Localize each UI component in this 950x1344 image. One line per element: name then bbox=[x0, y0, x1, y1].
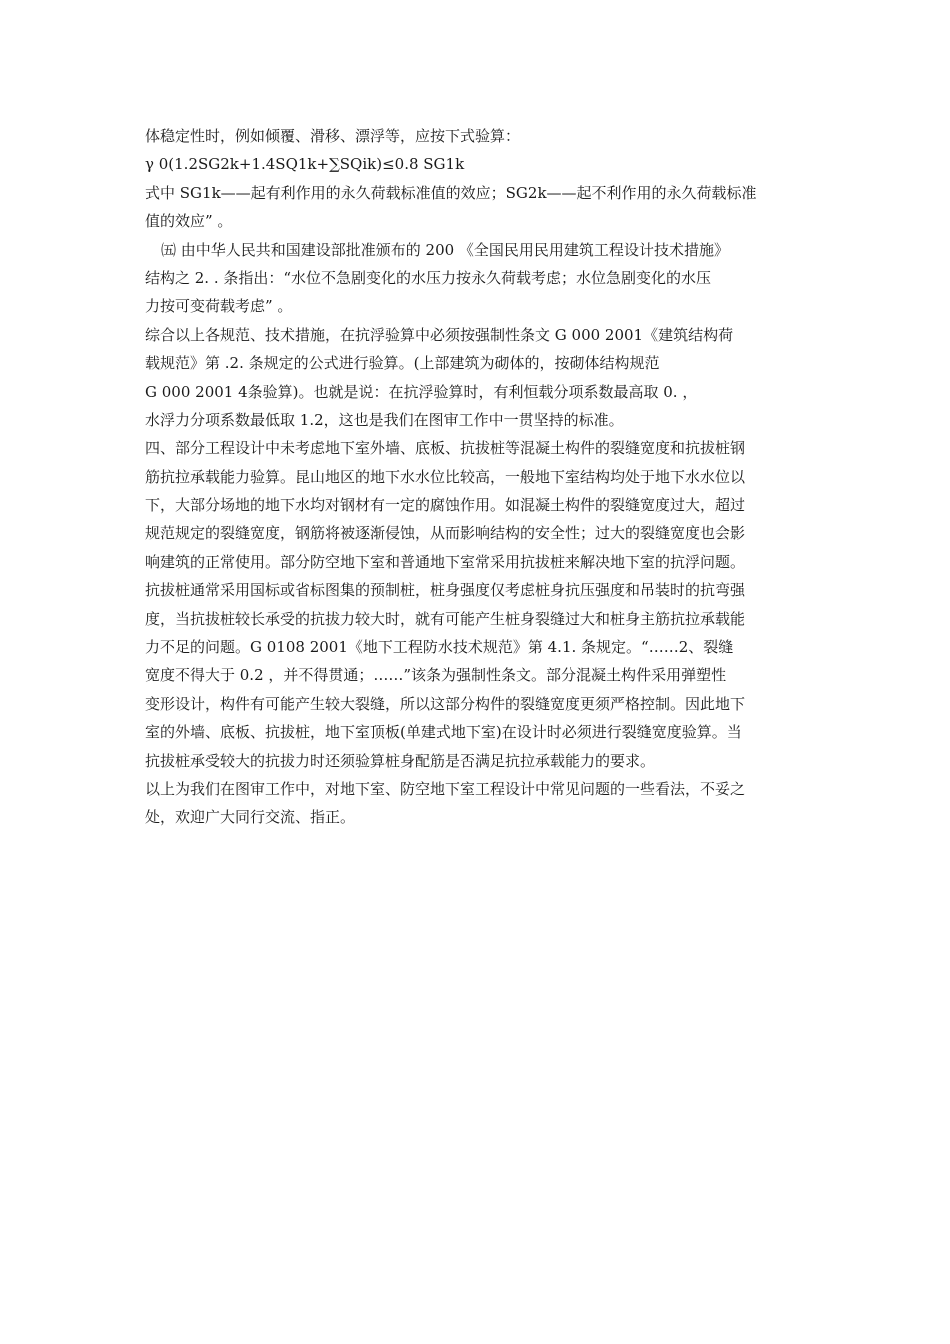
text-line: 载规范》第 .2. 条规定的公式进行验算。(上部建筑为砌体的，按砌体结构规范 bbox=[145, 354, 660, 373]
text-line: 式中 SG1k——起有利作用的永久荷载标准值的效应；SG2k——起不利作用的永久荷载标准 bbox=[145, 183, 757, 202]
text-line: G 000 2001 4条验算)。也就是说：在抗浮验算时，有利恒载分项系数最高取 0. ， bbox=[145, 382, 698, 401]
text-line: ㈤ 由中华人民共和国建设部批准颁布的 200 《全国民用民用建筑工程设计技术措施》 bbox=[161, 240, 729, 259]
text-line: γ 0(1.2SG2k+1.4SQ1k+∑SQik)≤0.8 SG1k bbox=[145, 155, 465, 174]
text-line: 室的外墙、底板、抗拔桩，地下室顶板(单建式地下室)在设计时必须进行裂缝宽度验算。当 bbox=[145, 723, 742, 742]
text-line: 力不足的问题。G 0108 2001《地下工程防水技术规范》第 4.1. 条规定。“……2、裂缝 bbox=[145, 638, 734, 657]
document-body bbox=[145, 122, 813, 832]
text-line: 值的效应” 。 bbox=[145, 212, 233, 231]
text-line: 筋抗拉承载能力验算。昆山地区的地下水水位比较高，一般地下室结构均处于地下水水位以 bbox=[145, 467, 746, 486]
text-line: 下，大部分场地的地下水均对钢材有一定的腐蚀作用。如混凝土构件的裂缝宽度过大，超过 bbox=[145, 496, 746, 515]
text-line: 抗拔桩承受较大的抗拔力时还须验算桩身配筋是否满足抗拉承载能力的要求。 bbox=[145, 751, 656, 770]
text-line: 力按可变荷载考虑” 。 bbox=[145, 297, 293, 316]
text-line: 体稳定性时，例如倾覆、滑移、漂浮等，应按下式验算： bbox=[145, 127, 521, 145]
text-line: 综合以上各规范、技术措施，在抗浮验算中必须按强制性条文 G 000 2001《建筑结构荷 bbox=[145, 325, 734, 344]
text-line: 度，当抗拔桩较长承受的抗拔力较大时，就有可能产生桩身裂缝过大和桩身主筋抗拉承载能 bbox=[145, 609, 746, 628]
text-line: 抗拔桩通常采用国标或省标图集的预制桩，桩身强度仅考虑桩身抗压强度和吊装时的抗弯强 bbox=[145, 581, 746, 600]
text-line: 变形设计，构件有可能产生较大裂缝，所以这部分构件的裂缝宽度更须严格控制。因此地下 bbox=[145, 694, 746, 713]
text-line: 宽度不得大于 0.2 ，并不得贯通；……”该条为强制性条文。部分混凝土构件采用弹塑性 bbox=[145, 666, 727, 685]
text-line: 规范规定的裂缝宽度，钢筋将被逐渐侵蚀，从而影响结构的安全性；过大的裂缝宽度也会影 bbox=[145, 524, 746, 543]
text-line: 四、部分工程设计中未考虑地下室外墙、底板、抗拔桩等混凝土构件的裂缝宽度和抗拔桩钢 bbox=[145, 439, 746, 458]
text-line: 处，欢迎广大同行交流、指正。 bbox=[145, 808, 356, 827]
text-line: 水浮力分项系数最低取 1.2，这也是我们在图审工作中一贯坚持的标准。 bbox=[145, 410, 624, 429]
text-line: 响建筑的正常使用。部分防空地下室和普通地下室常采用抗拔桩来解决地下室的抗浮问题。 bbox=[145, 552, 746, 571]
text-line: 以上为我们在图审工作中，对地下室、防空地下室工程设计中常见问题的一些看法，不妥之 bbox=[145, 779, 746, 798]
text-line: 结构之 2. . 条指出：“水位不急剧变化的水压力按永久荷载考虑；水位急剧变化的水压 bbox=[145, 268, 712, 287]
